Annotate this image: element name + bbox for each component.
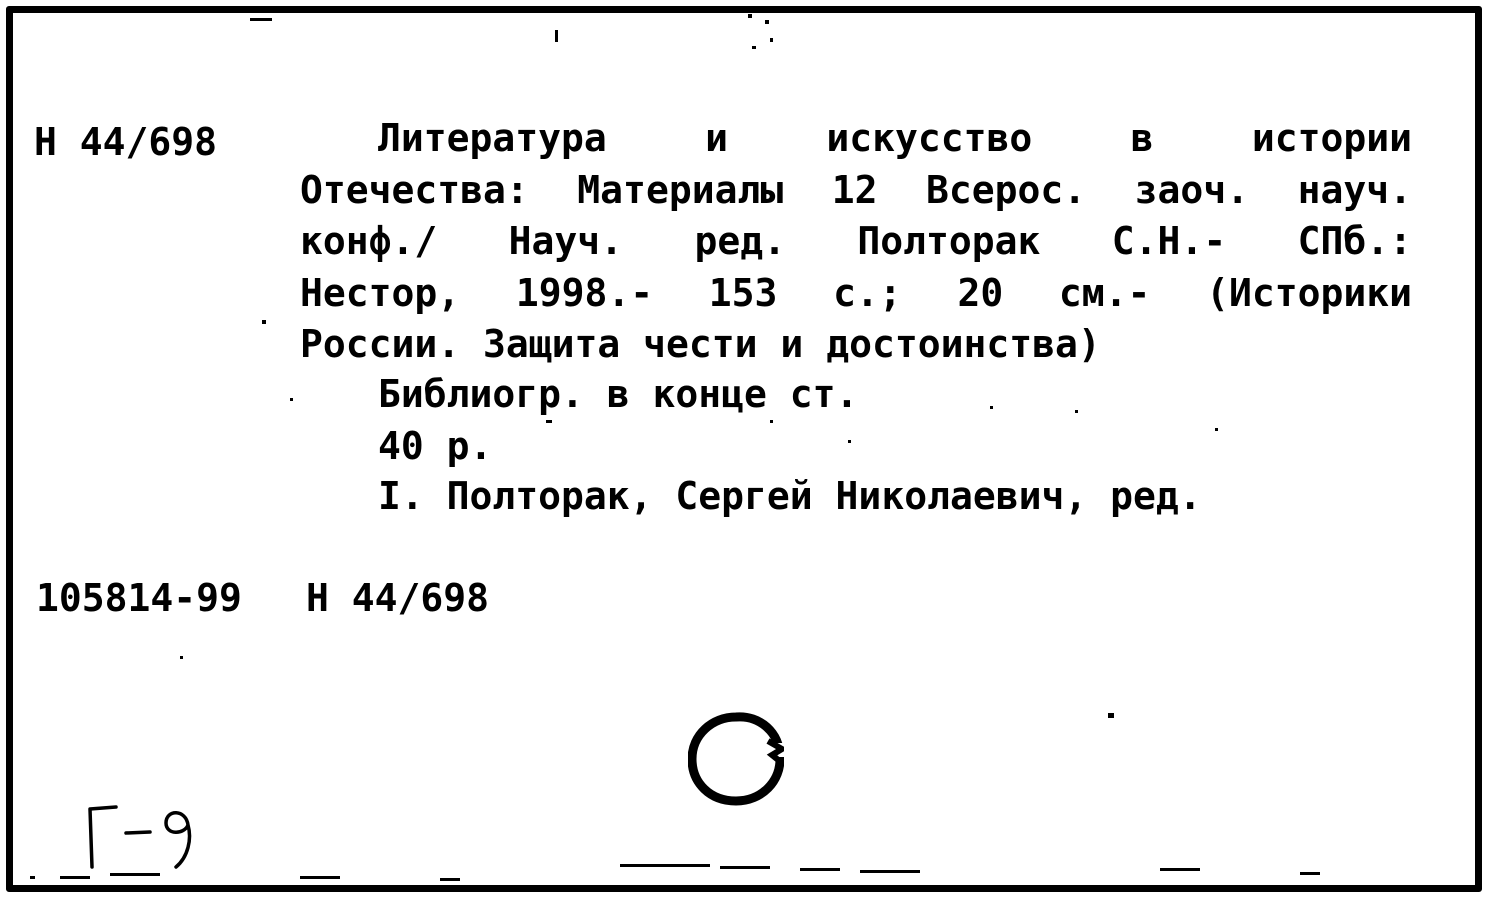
inventory-shelf-mark: Н 44/698 <box>306 576 490 620</box>
description-line: Литература и искусство в истории <box>378 116 1412 160</box>
description-line: Отечества: Материалы 12 Всерос. заоч. науч. <box>300 167 1412 212</box>
shelf-mark: Н 44/698 <box>34 120 218 164</box>
punch-hole-icon <box>688 711 784 807</box>
description-line: конф./ Науч. ред. Полторак С.Н.- СПб.: <box>300 219 1412 263</box>
inventory-number: 105814-99 <box>36 576 242 620</box>
bibliographic-description <box>300 113 1412 371</box>
bibliography-note: Библиогр. в конце ст. <box>378 372 859 416</box>
description-line: России. Защита чести и достоинства) <box>300 322 1101 366</box>
handwritten-mark <box>80 795 210 875</box>
price-note: 40 р. <box>378 424 493 468</box>
added-entry: I. Полторак, Сергей Николаевич, ред. <box>378 474 1202 518</box>
description-line: Нестор, 1998.- 153 с.; 20 см.- (Историки <box>300 270 1412 315</box>
